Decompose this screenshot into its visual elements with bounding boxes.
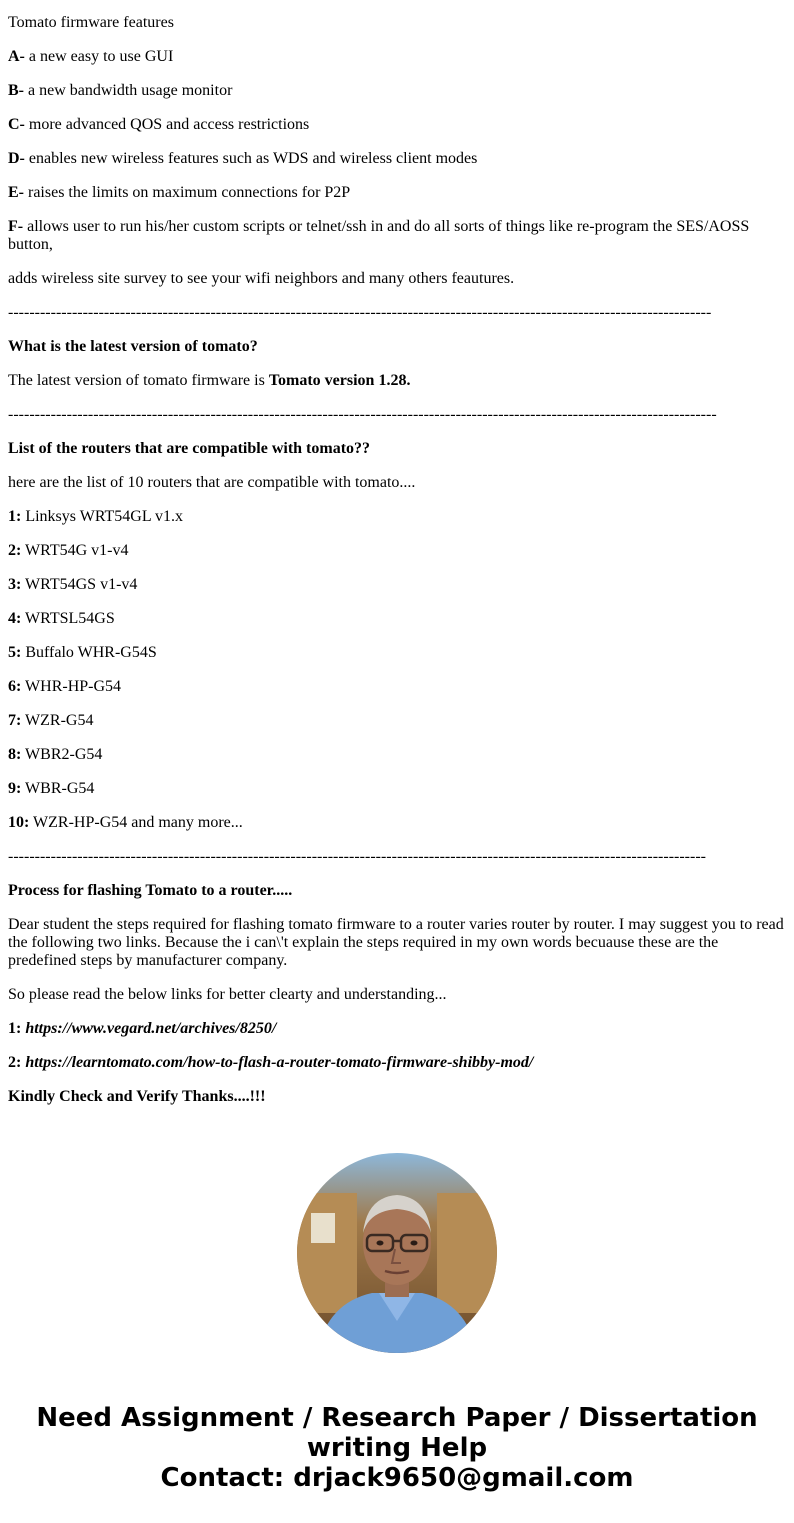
router-name: WBR2-G54 — [21, 746, 103, 763]
version-answer — [8, 372, 786, 390]
feature-text: raises the limits on maximum connections for P2P — [24, 184, 351, 201]
process-read: So please read the below links for better clearty and understanding... — [8, 986, 447, 1003]
router-number: 1: — [8, 508, 22, 525]
learntomato-link[interactable]: https://learntomato.com/how-to-flash-a-router-tomato-firmware-shibby-mod/ — [25, 1054, 534, 1071]
router-name: WZR-G54 — [21, 712, 94, 729]
router-name: WBR-G54 — [21, 780, 95, 797]
link-number: 1: — [8, 1020, 22, 1037]
router-name: WRT54GS v1-v4 — [21, 576, 138, 593]
feature-letter: E- — [8, 184, 24, 201]
author-photo — [297, 1153, 497, 1353]
feature-letter: A- — [8, 48, 25, 65]
answer-prefix: The latest version of tomato firmware is — [8, 372, 269, 389]
router-number: 10: — [8, 814, 30, 831]
link-number: 2: — [8, 1054, 22, 1071]
router-name: WHR-HP-G54 — [21, 678, 122, 695]
process-body: Dear student the steps required for flashing tomato firmware to a router varies router by router. I may suggest you to read the following two links. Because the i can\'t explain the steps required in my own words becuause these are the predefined steps by manufacturer company. — [8, 916, 784, 969]
router-item — [8, 814, 786, 832]
routers-intro: here are the list of 10 routers that are compatible with tomato.... — [8, 474, 416, 491]
answer-version: Tomato version 1.28. — [268, 372, 411, 389]
router-number: 7: — [8, 712, 22, 729]
router-item — [8, 780, 786, 798]
router-item — [8, 610, 786, 628]
router-item — [8, 746, 786, 764]
router-name: Linksys WRT54GL v1.x — [21, 508, 184, 525]
feature-e — [8, 184, 786, 202]
intro-extra: adds wireless site survey to see your wifi neighbors and many others feautures. — [8, 270, 515, 287]
feature-letter: B- — [8, 82, 24, 99]
feature-f — [8, 218, 786, 254]
router-item — [8, 542, 786, 560]
feature-letter: C- — [8, 116, 25, 133]
feature-a — [8, 48, 786, 66]
feature-text: more advanced QOS and access restrictions — [24, 116, 310, 133]
router-number: 8: — [8, 746, 22, 763]
router-item — [8, 644, 786, 662]
intro-heading: Tomato firmware features — [8, 14, 174, 31]
vegard-link[interactable]: https://www.vegard.net/archives/8250/ — [25, 1020, 277, 1037]
process-heading — [8, 882, 786, 900]
link-item — [8, 1020, 786, 1038]
separator: ------------------------------------------------------------------------------------------------------------------------------------- — [8, 406, 717, 423]
router-item — [8, 712, 786, 730]
footer-help-text: Need Assignment / Research Paper / Dissertation writing Help — [36, 1403, 758, 1463]
feature-text: enables new wireless features such as WDS and wireless client modes — [24, 150, 478, 167]
router-number: 3: — [8, 576, 22, 593]
router-item — [8, 508, 786, 526]
router-item — [8, 678, 786, 696]
closing-text — [8, 1088, 786, 1106]
heading-text: Process for flashing Tomato to a router..... — [8, 882, 293, 899]
closing-bold: Kindly Check and Verify Thanks....!!! — [8, 1088, 266, 1105]
feature-letter: D- — [8, 150, 25, 167]
question-text: What is the latest version of tomato? — [8, 338, 258, 355]
router-name: WZR-HP-G54 and many more... — [29, 814, 243, 831]
link-item — [8, 1054, 786, 1072]
routers-question — [8, 440, 786, 458]
router-number: 5: — [8, 644, 22, 661]
feature-d — [8, 150, 786, 168]
footer-contact-text: Contact: drjack9650@gmail.com — [160, 1463, 634, 1493]
router-name: WRT54G v1-v4 — [21, 542, 129, 559]
feature-text: allows user to run his/her custom scripts or telnet/ssh in and do all sorts of things like re-program the SES/AOSS button, — [8, 218, 750, 253]
feature-text: a new easy to use GUI — [24, 48, 174, 65]
version-question — [8, 338, 786, 356]
footer-banner — [0, 1403, 794, 1493]
question-text: List of the routers that are compatible with tomato?? — [8, 440, 371, 457]
separator: ------------------------------------------------------------------------------------------------------------------------------------ — [8, 304, 712, 321]
router-number: 4: — [8, 610, 22, 627]
feature-letter: F- — [8, 218, 24, 235]
separator: ----------------------------------------------------------------------------------------------------------------------------------- — [8, 848, 706, 865]
router-number: 6: — [8, 678, 22, 695]
router-name: Buffalo WHR-G54S — [21, 644, 157, 661]
router-number: 9: — [8, 780, 22, 797]
router-name: WRTSL54GS — [21, 610, 115, 627]
feature-text: a new bandwidth usage monitor — [24, 82, 233, 99]
feature-b — [8, 82, 786, 100]
router-number: 2: — [8, 542, 22, 559]
router-item — [8, 576, 786, 594]
feature-c — [8, 116, 786, 134]
person-portrait-icon — [297, 1153, 497, 1353]
